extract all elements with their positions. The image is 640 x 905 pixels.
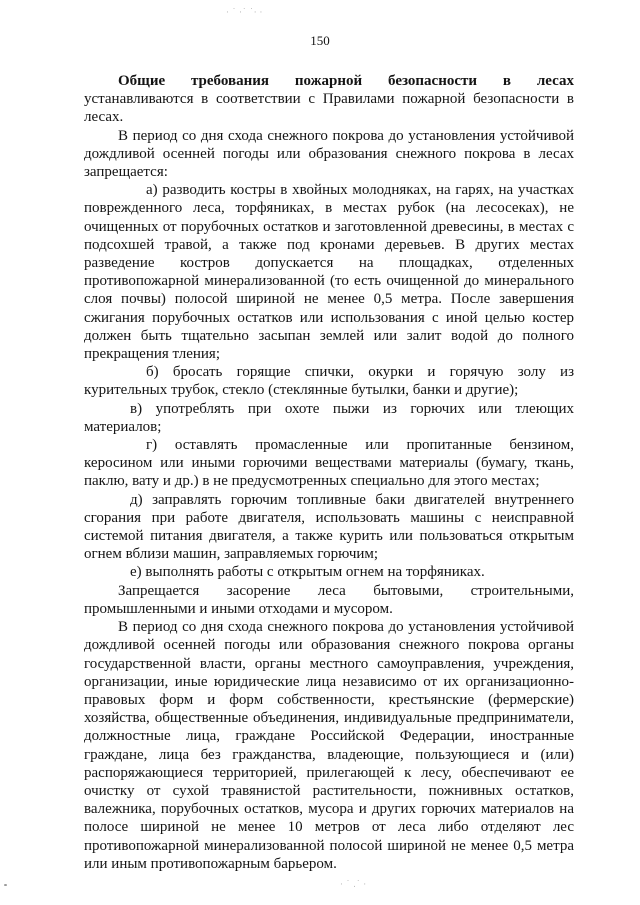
list-item-f: е) выполнять работы с открытым огнем на торфяниках. xyxy=(130,564,485,581)
heading-paragraph xyxy=(84,72,574,127)
scan-noise: · ˙ ·˙ ˙· · xyxy=(226,8,263,18)
page-number: 150 xyxy=(310,33,330,48)
paragraph-littering: Запрещается засорение леса бытовыми, строительными, промышленными и иными отходами и мусором. xyxy=(84,582,574,617)
heading-continuation: устанавливаются в соответствии с Правилами пожарной безопасности в лесах. xyxy=(84,91,574,126)
list-item-a: а) разводить костры в хвойных молодняках, на гарях, на участках поврежденного леса, торфяниках, в местах рубок (на лесосеках), не очищенных от порубочных остатков и заготовленной древесины, в местах с подсохшей травой, а также под кронами деревьев. В других местах разведение костров допускается на площадках, отделенных противопожарной минерализованной (то есть очищенной до минерального слоя почвы) полосой шириной не менее 0,5 метра. После завершения сжигания порубочных остатков или использования с иной целью костер должен быть тщательно засыпан землей или залит водой до полного прекращения тления; xyxy=(84,182,574,363)
scan-noise: · ˙ .˙ · xyxy=(340,880,367,890)
paragraph-obligations: В период со дня схода снежного покрова до установления устойчивой дождливой осенней погоды или образования снежного покрова органы государственной власти, органы местного самоуправления, учреждения, организации, иные юридические лица независимо от их организационно-правовых форм и форм собственности, крестьянские (фермерские) хозяйства, общественные объединения, индивидуальные предприниматели, должностные лица, граждане Российской Федерации, иностранные граждане, лица без гражданства, владеющие, пользующиеся и (или) распоряжающиеся территорией, прилегающей к лесу, обеспечивают ее очистку от сухой травянистой растительности, пожнивных остатков, валежника, порубочных остатков, мусора и других горючих материалов на полосе шириной не менее 10 метров от леса либо отделяют лес противопожарной минерализованной полосой шириной не менее 0,5 метра или иным противопожарным барьером. xyxy=(84,619,574,872)
list-item-c: в) употреблять при охоте пыжи из горючих или тлеющих материалов; xyxy=(84,400,574,435)
list-item-e: д) заправлять горючим топливные баки двигателей внутреннего сгорания при работе двигателя, использовать машины с неисправной системой питания двигателя, а также курить или пользоваться открытым огнем вблизи машин, заправляемых горючим; xyxy=(84,491,574,563)
scan-speck xyxy=(4,884,7,886)
list-item-d: г) оставлять промасленные или пропитанные бензином, керосином или иными горючими веществами материалы (бумагу, ткань, паклю, вату и др.) в не предусмотренных специально для этого местах; xyxy=(84,437,574,490)
section-heading: Общие требования пожарной безопасности в лесах xyxy=(118,73,574,89)
paragraph-restrictions-intro: В период со дня схода снежного покрова до установления устойчивой дождливой осенней погоды или образования снежного покрова в лесах запрещается: xyxy=(84,127,574,181)
list-item-b: б) бросать горящие спички, окурки и горячую золу из курительных трубок, стекло (стеклянные бутылки, банки и другие); xyxy=(84,364,574,399)
document-body xyxy=(84,72,574,873)
